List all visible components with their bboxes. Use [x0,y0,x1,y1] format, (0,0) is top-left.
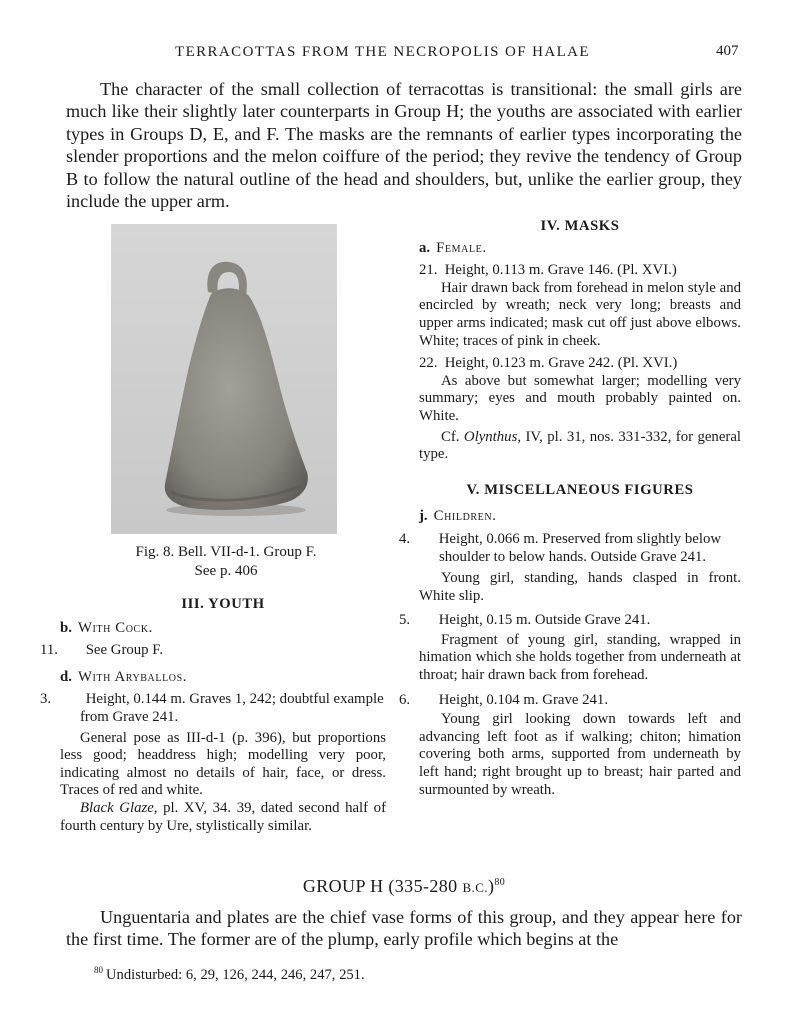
subsection-letter: b. [60,619,72,636]
group-h-heading [0,876,808,897]
subsection-title: With Cock. [77,619,153,636]
entry-text: Height, 0.113 m. Grave 146. (Pl. XVI.) [444,262,677,279]
figure-caption [98,543,354,581]
entry-5-description: Fragment of young girl, standing, wrapped in himation which she holds together from underneath at throat; hair drawn back from forehead. [419,631,741,684]
entry-22 [419,355,741,373]
entry-6-description: Young girl looking down towards left and advancing left foot as if walking; chiton; himation covering both arms, supported from underneath by left hand; right brought up to breast; hair parted and surmounted by wreath. [419,711,741,798]
subsection-female [419,240,741,258]
subsection-with-cock [60,620,386,638]
subsection-letter: j. [419,508,428,525]
reference-title: Black Glaze [80,799,154,816]
group-heading-bc: B.C. [462,880,488,895]
entry-text: See Group F. [85,642,164,659]
running-title: TERRACOTTAS FROM THE NECROPOLIS OF HALAE [175,44,590,60]
footnote-marker: 80 [94,965,103,975]
footnote [94,965,365,984]
subsection-letter: d. [60,668,72,685]
entry-21-description: Hair drawn back from forehead in melon style and encircled by wreath; neck very long; breasts and upper arms indicated; mask cut off just above elbows. White; traces of pink in cheek. [419,279,741,349]
subsection-title: Children. [433,508,497,525]
entry-3-reference [60,800,386,835]
group-heading-main: GROUP H (335-280 [302,876,463,896]
entry-3 [40,691,386,726]
intro-paragraph [66,78,742,212]
entry-text: Height, 0.144 m. Graves 1, 242; doubtful example from Grave 241. [80,691,384,725]
entry-5 [399,612,741,630]
right-column [399,218,741,799]
entry-text: Height, 0.123 m. Grave 242. (Pl. XVI.) [444,355,678,372]
entry-number: 21. [419,262,438,279]
bell-figurine-photo [111,224,337,534]
entry-4 [399,530,741,566]
subsection-letter: a. [419,239,431,256]
entry-6 [399,691,741,710]
footnote-text: Undisturbed: 6, 29, 126, 244, 246, 247, 251. [106,966,365,983]
entry-21 [419,262,741,280]
group-h-paragraph [66,906,742,951]
figure-caption-line1: Fig. 8. Bell. VII-d-1. Group F. [135,544,317,560]
subsection-title: With Aryballos. [77,668,188,685]
entry-number: 3. [40,691,52,708]
entry-text: Height, 0.15 m. Outside Grave 241. [438,612,651,629]
subsection-children [419,508,741,526]
reference-title: Olynthus [463,428,518,445]
youth-heading: III. YOUTH [181,596,265,612]
entry-text: Height, 0.066 m. Preserved from slightly below shoulder to below hands. Outside Grave 241. [438,530,722,565]
misc-heading: V. MISCELLANEOUS FIGURES [466,481,694,498]
footnote-reference: 80 [494,877,506,888]
entry-4-description: Young girl, standing, hands clasped in front. White slip. [419,570,741,604]
entry-text: Height, 0.104 m. Grave 241. [438,691,609,708]
group-h-text: Unguentaria and plates are the chief vase forms of this group, and they appear here for the first time. The former are of the plump, early profile which begins at the [66,907,742,950]
reference-prefix: Cf. [441,428,464,445]
entry-number: 5. [399,612,411,629]
entry-3-description: General pose as III-d-1 (p. 396), but proportions less good; headdress high; modelling very poor, indicating almost no details of hair, face, or dress. Traces of red and white. [60,729,386,799]
entry-number: 22. [419,355,438,372]
entry-22-reference [419,429,741,464]
figure-caption-line2: See p. 406 [194,563,258,579]
entry-11 [40,642,386,660]
left-column [40,596,386,835]
intro-text: The character of the small collection of terracottas is transitional: the small girls are much like their slightly later counterparts in Group H; the youths are associated with earlier types in Groups D, E, and F. The masks are the remnants of earlier types incorporating the slender proportions and the melon coiffure of the period; they revive the tendency of Group B to follow the natural outline of the head and shoulders, but, unlike the earlier group, they include the upper arm. [66,79,742,212]
entry-number: 11. [40,642,58,659]
entry-number: 4. [399,530,411,547]
subsection-title: Female. [436,239,487,256]
subsection-with-aryballos [60,669,386,687]
reference-text: , pl. XV, 34. 39, dated second half of fourth century by Ure, stylistically similar. [60,799,386,834]
reference-text: , IV, pl. 31, nos. 331-332, for general type. [419,428,741,463]
entry-22-description: As above but somewhat larger; modelling very summary; eyes and mouth probably painted on. White. [419,372,741,424]
bell-figurine-image [111,224,337,534]
group-heading-close: ) [487,876,495,896]
entry-number: 6. [399,691,411,708]
page-number: 407 [716,43,739,59]
masks-heading: IV. MASKS [540,218,620,234]
